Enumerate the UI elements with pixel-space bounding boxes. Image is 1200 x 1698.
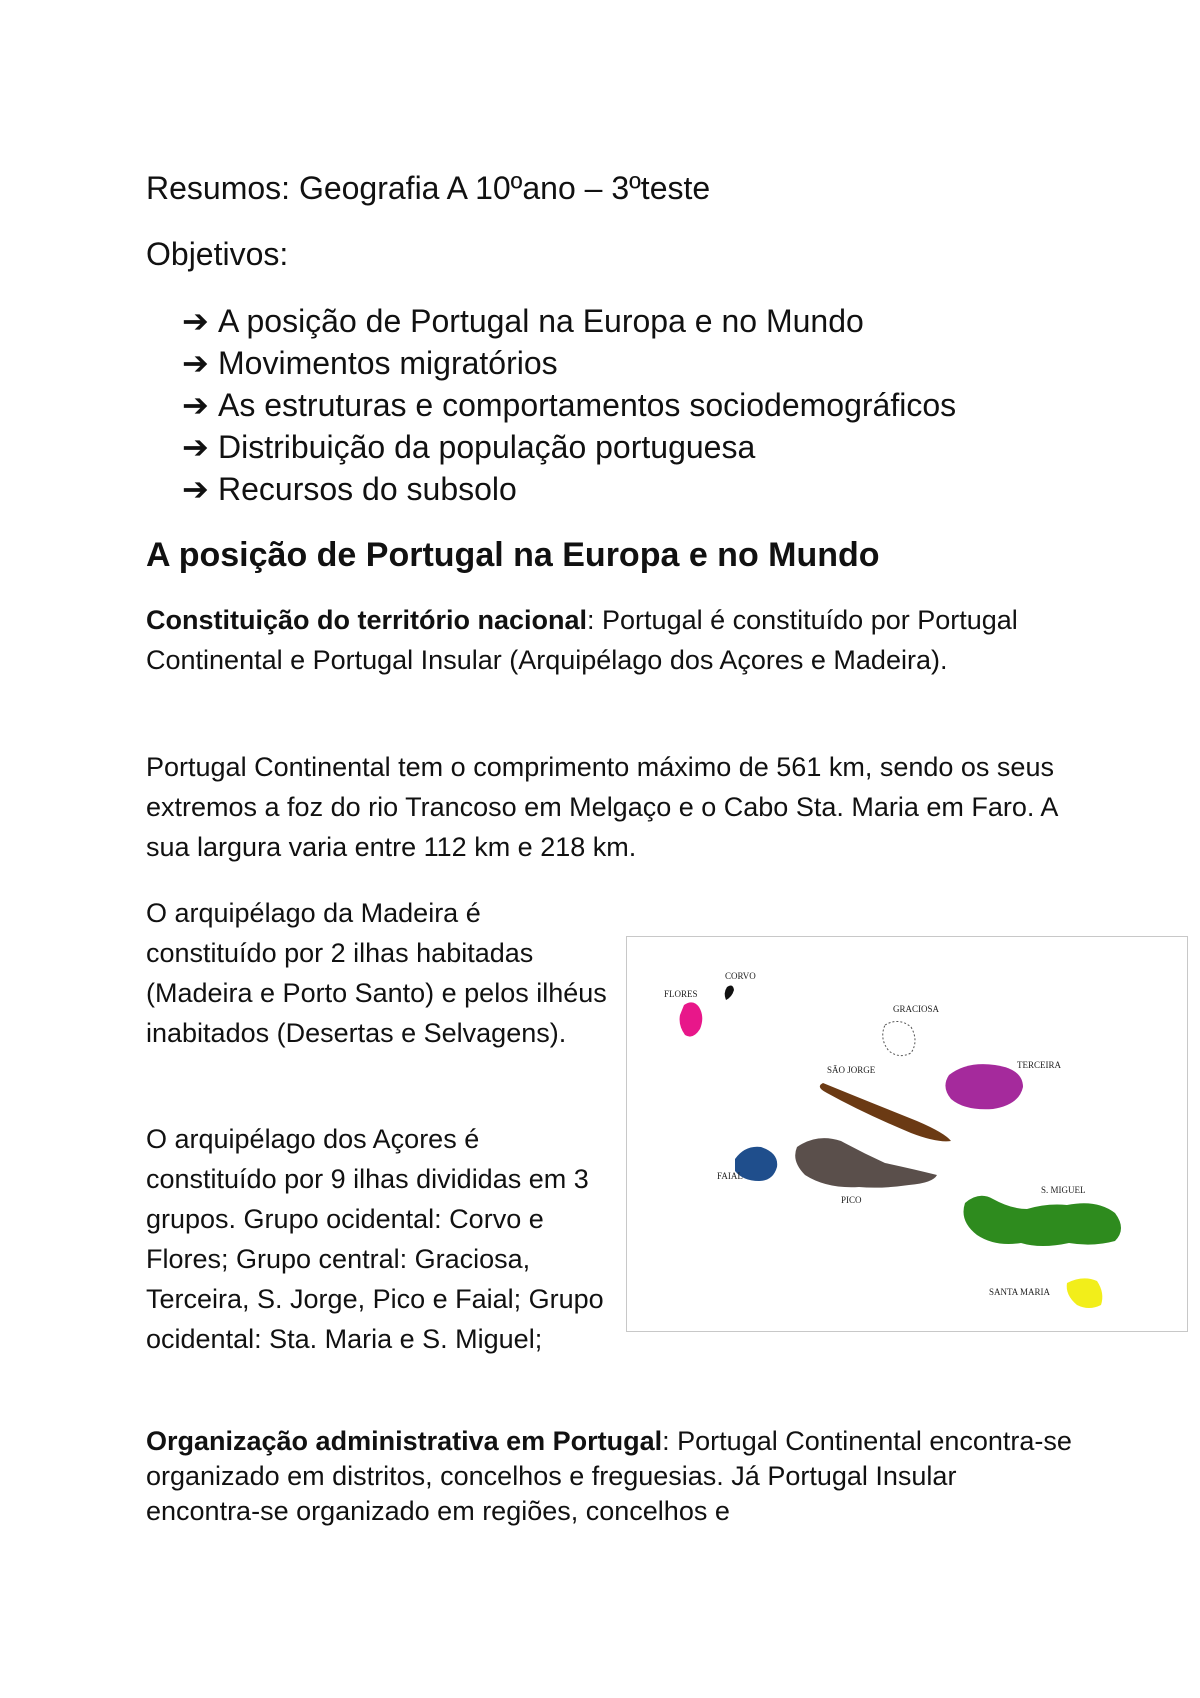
island-pico xyxy=(795,1138,937,1188)
list-item: ➔ Movimentos migratórios xyxy=(182,342,956,384)
bold-term: Organização administrativa em Portugal xyxy=(146,1426,663,1456)
arrow-right-icon: ➔ xyxy=(182,303,209,339)
list-item: ➔ As estruturas e comportamentos sociodemográficos xyxy=(182,384,956,426)
label-santa-maria: SANTA MARIA xyxy=(989,1287,1051,1297)
list-item: ➔ Distribuição da população portuguesa xyxy=(182,426,956,468)
island-graciosa xyxy=(883,1021,915,1055)
objectives-list xyxy=(182,300,956,510)
arrow-right-icon: ➔ xyxy=(182,429,209,465)
paragraph-territory: Constituição do território nacional: Portugal é constituído por Portugal Continental e Portugal Insular (Arquipélago dos Açores e Madeira). xyxy=(146,605,1018,675)
section-heading: A posição de Portugal na Europa e no Mundo xyxy=(146,536,880,574)
paragraph-continental: Portugal Continental tem o comprimento máximo de 561 km, sendo os seus extremos a foz do rio Trancoso em Melgaço e o Cabo Sta. Maria em Faro. A sua largura varia entre 112 km e 218 km. xyxy=(146,752,1057,862)
island-sao-miguel xyxy=(964,1196,1122,1246)
paragraph-administration: Organização administrativa em Portugal: Portugal Continental encontra-se organizado em distritos, concelhos e freguesias. Já Portugal Insular encontra-se organizado em regiões, concelhos e xyxy=(146,1426,1072,1526)
label-faial: FAIAL xyxy=(717,1171,743,1181)
label-corvo: CORVO xyxy=(725,971,756,981)
arrow-right-icon: ➔ xyxy=(182,471,209,507)
label-pico: PICO xyxy=(841,1195,862,1205)
bold-term: Constituição do território nacional xyxy=(146,605,588,635)
arrow-right-icon: ➔ xyxy=(182,345,209,381)
azores-map xyxy=(626,936,1188,1332)
list-item: ➔ Recursos do subsolo xyxy=(182,468,956,510)
arrow-right-icon: ➔ xyxy=(182,387,209,423)
island-terceira xyxy=(945,1064,1023,1109)
paragraph-madeira: O arquipélago da Madeira é constituído por 2 ilhas habitadas (Madeira e Porto Santo) e pelos ilhéus inabitados (Desertas e Selvagens). xyxy=(146,898,607,1048)
document-title: Resumos: Geografia A 10ºano – 3ºteste xyxy=(146,170,711,206)
paragraph-azores: O arquipélago dos Açores é constituído por 9 ilhas divididas em 3 grupos. Grupo ocidental: Corvo e Flores; Grupo central: Graciosa, Terceira, S. Jorge, Pico e Faial; Grupo ocidental: Sta. Maria e S. Miguel; xyxy=(146,1124,604,1354)
label-sao-jorge: SÃO JORGE xyxy=(827,1065,876,1075)
island-corvo xyxy=(725,986,734,1000)
list-item: ➔ A posição de Portugal na Europa e no Mundo xyxy=(182,300,956,342)
island-santa-maria xyxy=(1067,1278,1103,1308)
island-sao-jorge xyxy=(820,1083,951,1141)
objectives-heading: Objetivos: xyxy=(146,236,289,272)
label-graciosa: GRACIOSA xyxy=(893,1004,940,1014)
label-sao-miguel: S. MIGUEL xyxy=(1041,1185,1086,1195)
island-flores xyxy=(680,1002,703,1036)
label-flores: FLORES xyxy=(664,989,698,999)
label-terceira: TERCEIRA xyxy=(1017,1060,1061,1070)
